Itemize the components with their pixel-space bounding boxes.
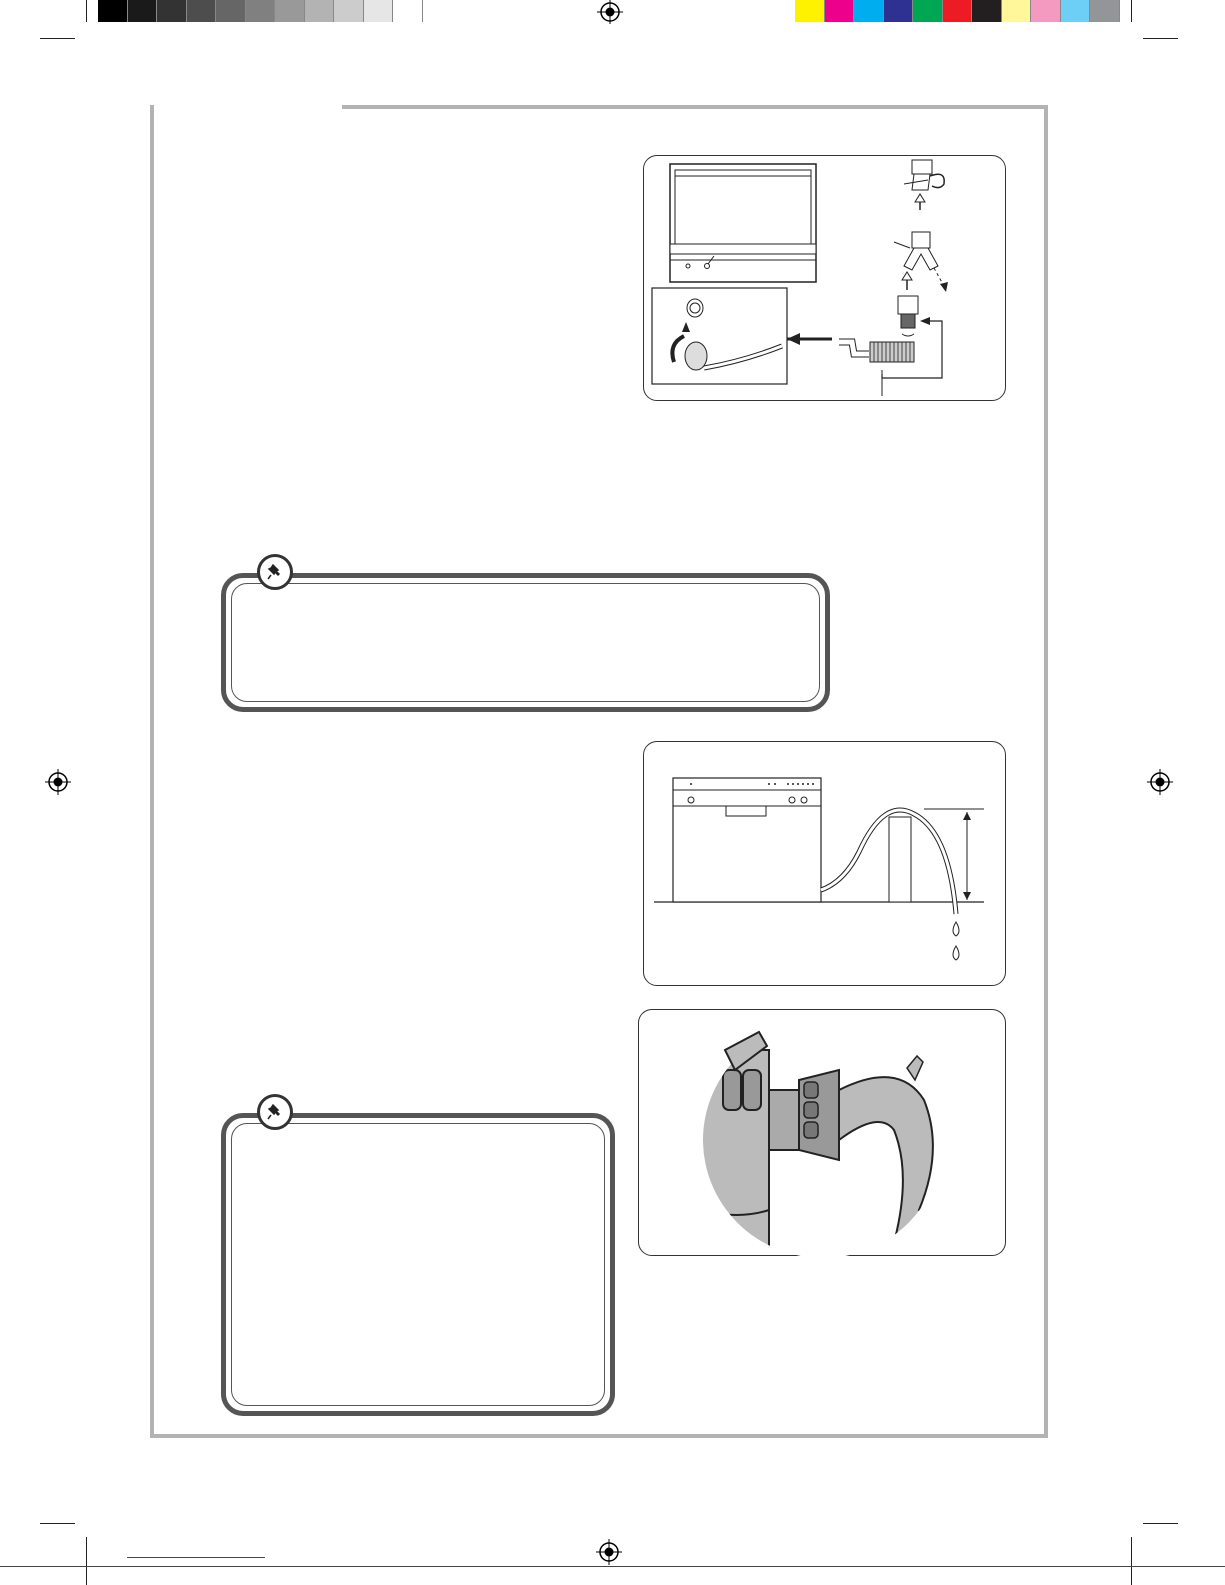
- crop-mark-bottom-right-h: [1143, 1523, 1178, 1524]
- process-color-swatch: [825, 0, 855, 22]
- crop-mark-top-right-h: [1143, 38, 1178, 39]
- process-color-swatch: [1031, 0, 1061, 22]
- process-color-swatch: [1090, 0, 1120, 22]
- footer-link-underline: [127, 1557, 265, 1558]
- frame-header-tab: [154, 101, 342, 111]
- process-color-swatch: [1061, 0, 1091, 22]
- pushpin-icon: [257, 554, 293, 590]
- grayscale-swatch: [187, 0, 217, 22]
- crop-mark-top-left-h: [40, 38, 75, 39]
- grayscale-swatch: [393, 0, 423, 22]
- crop-mark-bottom-right-v: [1131, 1537, 1132, 1585]
- pushpin-icon: [257, 1094, 293, 1130]
- crop-mark-bottom-left-v: [86, 1537, 87, 1585]
- process-color-swatch: [884, 0, 914, 22]
- registration-mark-icon: [595, 0, 625, 26]
- registration-mark-icon: [44, 768, 72, 796]
- grayscale-swatch: [128, 0, 158, 22]
- drain-height-figure-panel: [643, 741, 1006, 986]
- process-color-swatch: [972, 0, 1002, 22]
- process-color-swatch: [854, 0, 884, 22]
- bottom-rule: [0, 1566, 1225, 1567]
- drain-hose-connector-closeup: [639, 1010, 1007, 1257]
- process-color-bar: [795, 0, 1120, 22]
- note-box: [221, 573, 830, 712]
- water-supply-connection-illustration: [644, 156, 1007, 402]
- crop-mark-bottom-left-h: [40, 1523, 75, 1524]
- grayscale-swatch: [157, 0, 187, 22]
- hose-connector-figure-panel: [638, 1009, 1006, 1256]
- process-color-swatch: [913, 0, 943, 22]
- crop-mark-top-left-v: [86, 0, 87, 22]
- grayscale-swatch: [246, 0, 276, 22]
- grayscale-swatch: [334, 0, 364, 22]
- process-color-swatch: [943, 0, 973, 22]
- grayscale-swatch: [364, 0, 394, 22]
- drain-hose-height-illustration: [644, 742, 1007, 987]
- note-box: [221, 1113, 615, 1416]
- grayscale-swatch: [275, 0, 305, 22]
- grayscale-swatch: [216, 0, 246, 22]
- grayscale-color-bar: [98, 0, 423, 22]
- process-color-swatch: [795, 0, 825, 22]
- crop-mark-top-right-v: [1131, 0, 1132, 22]
- grayscale-swatch: [305, 0, 335, 22]
- water-supply-figure-panel: [643, 155, 1006, 401]
- process-color-swatch: [1002, 0, 1032, 22]
- grayscale-swatch: [98, 0, 128, 22]
- registration-mark-icon: [595, 1538, 623, 1566]
- registration-mark-icon: [1146, 768, 1174, 796]
